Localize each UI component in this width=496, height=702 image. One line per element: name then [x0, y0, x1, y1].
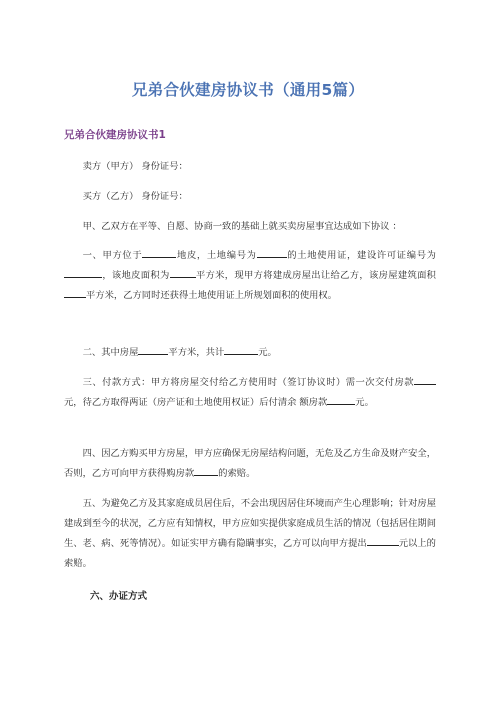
clause-2 — [64, 343, 436, 363]
clause-5-text-a: 五、为避免乙方及其家庭成员居住后，不会出现因居住环境而产生心理影响；针对房屋建成到至今的状况，乙方应有知情权，甲方应如实提供家庭成员生活的情况（包括居住期间生、老、病、死等情况）。如证实甲方确有隐瞒事实，乙方可以向甲方提出 — [64, 498, 436, 549]
blank-field — [64, 267, 102, 278]
clause-3 — [64, 373, 436, 413]
blank-field — [257, 247, 287, 258]
clause-1-text-c: 的土地使用证，建设许可证编号为 — [286, 250, 436, 261]
clause-2-text-a: 二、其中房屋 — [82, 347, 139, 358]
clause-3-text-c: 元。 — [355, 397, 374, 408]
document-title: 兄弟合伙建房协议书（通用5篇） — [131, 81, 365, 99]
clause-3-text-a: 三、付款方式：甲方将房屋交付给乙方使用时（签订协议时）需一次交付房款 — [82, 377, 414, 388]
blank-field — [224, 344, 258, 355]
clause-1-text-b: 地皮，土地编号为 — [176, 250, 257, 261]
intro-paragraph: 甲、乙双方在平等、自愿、协商一致的基础上就买卖房屋事宜达成如下协议 ： — [82, 221, 402, 232]
clause-1-text-d: ，该地皮面积为 — [102, 270, 170, 281]
clause-1-text-f: 平方米，乙方同时还获得土地使用证上所规划面积的使用权。 — [86, 290, 338, 301]
section-subtitle: 兄弟合伙建房协议书1 — [64, 129, 166, 141]
blank-field — [142, 247, 176, 258]
clause-1-text-a: 一、甲方位于 — [82, 250, 143, 261]
clause-4 — [64, 444, 436, 484]
clause-1 — [64, 246, 436, 306]
clause-4-text-b: 的索赔。 — [218, 468, 256, 479]
blank-field — [414, 374, 436, 385]
blank-field — [138, 344, 168, 355]
party-a-line: 卖方（甲方） 身份证号： — [82, 161, 188, 172]
clause-2-text-b: 平方米，共计 — [168, 347, 225, 358]
blank-field — [64, 287, 86, 298]
clause-1-text-e: 平方米，现甲方将建成房屋出让给乙方，该房屋建筑面积 — [195, 270, 436, 281]
clause-2-text-c: 元。 — [258, 347, 277, 358]
clause-5 — [64, 494, 436, 574]
party-b-line: 买方（乙方） 身份证号： — [82, 191, 188, 202]
blank-field — [327, 394, 355, 405]
blank-field — [194, 465, 218, 476]
clause-3-text-b: 元，待乙方取得两证（房产证和土地使用权证）后付清余 额房款 — [64, 397, 328, 408]
blank-field — [367, 535, 399, 546]
section-6-heading: 六、办证方式 — [90, 591, 148, 602]
clause-4-text-a: 四、因乙方购买甲方房屋，甲方应确保无房屋结构问题，无危及乙方生命及财产安全，否则，乙方可向甲方获得购房款 — [64, 448, 436, 479]
clause-5-text-b: 元以上的索赔。 — [64, 538, 436, 569]
blank-field — [170, 267, 196, 278]
